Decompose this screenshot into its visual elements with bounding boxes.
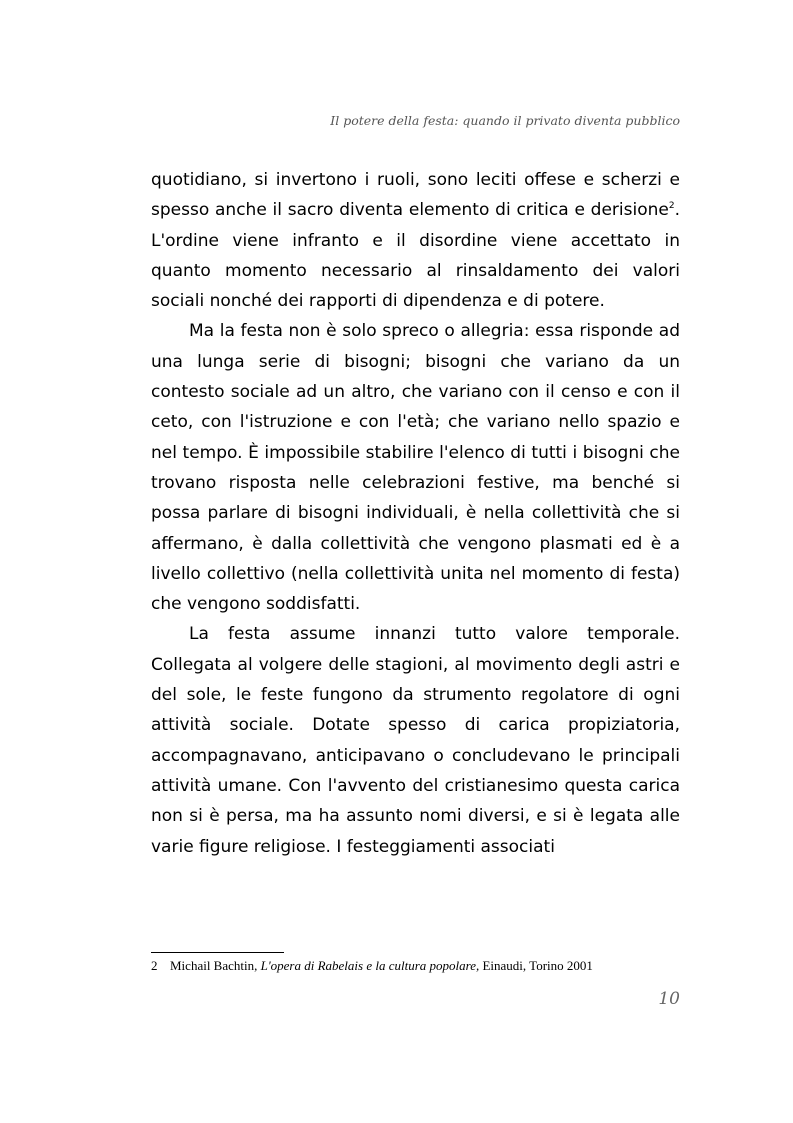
paragraph-1-text-a: quotidiano, si invertono i ruoli, sono leciti offese e scherzi e spesso anche il sacro diventa elemento di critica e derisione — [151, 170, 680, 221]
footnote-publisher: Einaudi, Torino 2001 — [479, 958, 593, 973]
footnote-number: 2 — [151, 958, 158, 973]
running-header: Il potere della festa: quando il privato diventa pubblico — [330, 113, 680, 128]
footnote — [151, 958, 691, 974]
footnote-title: L'opera di Rabelais e la cultura popolare, — [260, 958, 480, 973]
footnote-reference: 2 — [668, 201, 675, 212]
paragraph-2: Ma la festa non è solo spreco o allegria: essa risponde ad una lunga serie di bisogni; bisogni che variano da un contesto sociale ad un altro, che variano con il censo e con il ceto, con l'istruzione e con l'età; che variano nello spazio e nel tempo. È impossibile stabilire l'elenco di tutti i bisogni che trovano risposta nelle celebrazioni festive, ma benché si possa parlare di bisogni individuali, è nella collettività che si affermano, è dalla collettività che vengono plasmati ed è a livello collettivo (nella collettività unita nel momento di festa) che vengono soddisfatti. — [151, 321, 680, 615]
footnote-rule — [151, 952, 284, 953]
footnote-author: Michail Bachtin, — [170, 958, 261, 973]
paragraph-1-text-b: . L'ordine viene infranto e il disordine viene accettato in quanto momento necessario al rinsaldamento dei valori sociali nonché dei rapporti di dipendenza e di potere. — [151, 200, 680, 312]
page-number: 10 — [658, 989, 680, 1009]
body-text — [151, 165, 680, 862]
paragraph-3: La festa assume innanzi tutto valore temporale. Collegata al volgere delle stagioni, al movimento degli astri e del sole, le feste fungono da strumento regolatore di ogni attività sociale. Dotate spesso di carica propiziatoria, accompagnavano, anticipavano o concludevano le principali attività umane. Con l'avvento del cristianesimo questa carica non si è persa, ma ha assunto nomi diversi, e si è legata alle varie figure religiose. I festeggiamenti associati — [151, 624, 680, 857]
paragraph-1 — [151, 165, 680, 316]
